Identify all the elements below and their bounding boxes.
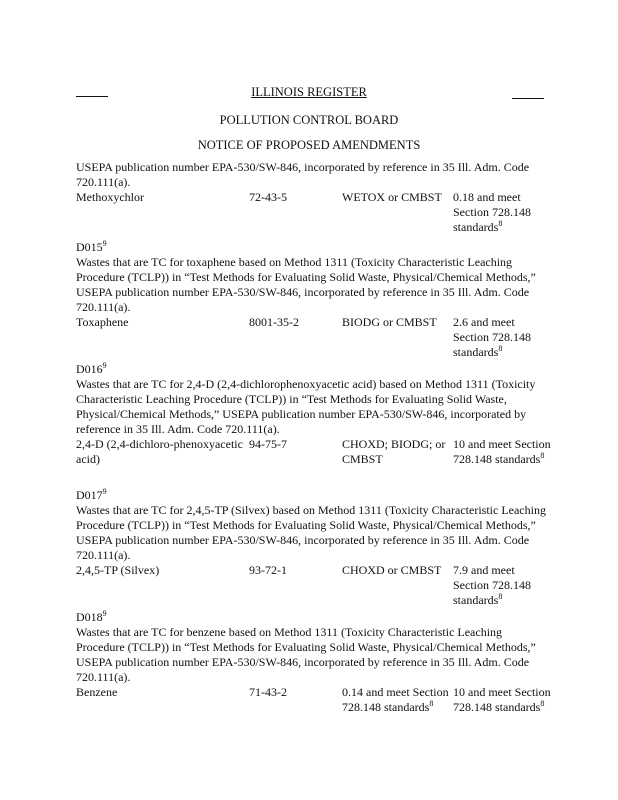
entry-text: Wastes that are TC for 2,4-D (2,4-dichlorophenoxyacetic acid) based on Method 1311 (Toxicity Characteristic Leaching Procedure (TCLP)) in “Test Methods for Evaluating Solid Waste, Physical/Chemical Methods,” USEPA publication number EPA-530/SW-846, incorporated by reference in 35 Ill. Adm. Code 720.111(a). bbox=[76, 377, 536, 436]
footnote-ref: 9 bbox=[102, 239, 107, 248]
waste-name: Benzene bbox=[76, 685, 118, 699]
treatment-technology: 0.14 and meet Section 728.148 standards$^8$ bbox=[342, 685, 449, 714]
waste-code: $D018^9$ bbox=[76, 609, 107, 624]
cas-number: 72-43-5 bbox=[249, 190, 287, 204]
entry-text: Wastes that are TC for 2,4,5-TP (Silvex) based on Method 1311 (Toxicity Characteristic Leaching Procedure (TCLP)) in “Test Methods for Evaluating Solid Waste, Physical/Chemical Methods,” USEPA publication number EPA-530/SW-846, incorporated by reference in 35 Ill. Adm. Code 720.111(a). bbox=[76, 503, 546, 562]
footnote-ref: 9 bbox=[102, 487, 107, 496]
waste-entry-d015 bbox=[76, 240, 548, 361]
treatment-technology: BIODG or CMBST bbox=[342, 315, 437, 329]
cas-number: 8001-35-2 bbox=[249, 315, 299, 329]
footnote-ref: 8 bbox=[429, 699, 434, 708]
waste-name: 2,4,5-TP (Silvex) bbox=[76, 563, 160, 577]
footnote-ref: 8 bbox=[498, 219, 503, 228]
treatment-technology: CHOXD; BIODG; or CMBST bbox=[342, 437, 446, 466]
entry-text: Wastes that are TC for toxaphene based on Method 1311 (Toxicity Characteristic Leaching Procedure (TCLP)) in “Test Methods for Evaluating Solid Waste, Physical/Chemical Methods,” USEPA publication number EPA-530/SW-846, incorporated by reference in 35 Ill. Adm. Code 720.111(a). bbox=[76, 255, 536, 314]
waste-code: $D015^9$ bbox=[76, 239, 107, 254]
waste-entry-d017 bbox=[76, 488, 548, 609]
treatment-standard: 10 and meet Section 728.148 standards$^8$ bbox=[453, 437, 551, 466]
footnote-ref: 8 bbox=[498, 344, 503, 353]
cas-number: 93-72-1 bbox=[249, 563, 287, 577]
treatment-standard: 10 and meet Section 728.148 standards$^8$ bbox=[453, 685, 551, 714]
waste-name: Toxaphene bbox=[76, 315, 129, 329]
treatment-technology: WETOX or CMBST bbox=[342, 190, 442, 204]
waste-name: Methoxychlor bbox=[76, 190, 144, 204]
waste-code: $D017^9$ bbox=[76, 487, 107, 502]
waste-entry-d018 bbox=[76, 609, 551, 731]
intro-text: USEPA publication number EPA-530/SW-846, incorporated by reference in 35 Ill. Adm. Code 720.111(a). bbox=[76, 160, 530, 189]
treatment-standard: 2.6 and meet Section 728.148 standards$^8$ bbox=[453, 315, 531, 359]
waste-entry-d016 bbox=[76, 361, 551, 483]
board-name: POLLUTION CONTROL BOARD bbox=[219, 113, 399, 127]
treatment-standard: 7.9 and meet Section 728.148 standards$^8$ bbox=[453, 563, 531, 607]
cas-number: 71-43-2 bbox=[249, 685, 287, 699]
waste-name: 2,4-D (2,4-dichloro-phenoxyacetic acid) bbox=[76, 437, 243, 466]
waste-code: $D016^9$ bbox=[76, 361, 107, 376]
table-row bbox=[76, 190, 548, 236]
cas-number: 94-75-7 bbox=[249, 437, 287, 451]
table-row bbox=[76, 685, 551, 731]
footnote-ref: 8 bbox=[540, 699, 545, 708]
notice-title: NOTICE OF PROPOSED AMENDMENTS bbox=[197, 138, 421, 152]
table-row bbox=[76, 315, 548, 361]
register-title: ILLINOIS REGISTER bbox=[251, 85, 367, 99]
footnote-ref: 9 bbox=[102, 609, 107, 618]
treatment-technology: CHOXD or CMBST bbox=[342, 563, 442, 577]
intro-block bbox=[76, 160, 548, 236]
table-row bbox=[76, 437, 551, 483]
footnote-ref: 8 bbox=[498, 592, 503, 601]
entry-text: Wastes that are TC for benzene based on Method 1311 (Toxicity Characteristic Leaching Procedure (TCLP)) in “Test Methods for Evaluating Solid Waste, Physical/Chemical Methods,” USEPA publication number EPA-530/SW-846, incorporated by reference in 35 Ill. Adm. Code 720.111(a). bbox=[76, 625, 536, 684]
table-row bbox=[76, 563, 548, 609]
treatment-standard: 0.18 and meet Section 728.148 standards$^8$ bbox=[453, 190, 531, 234]
footnote-ref: 8 bbox=[540, 451, 545, 460]
footnote-ref: 9 bbox=[102, 361, 107, 370]
